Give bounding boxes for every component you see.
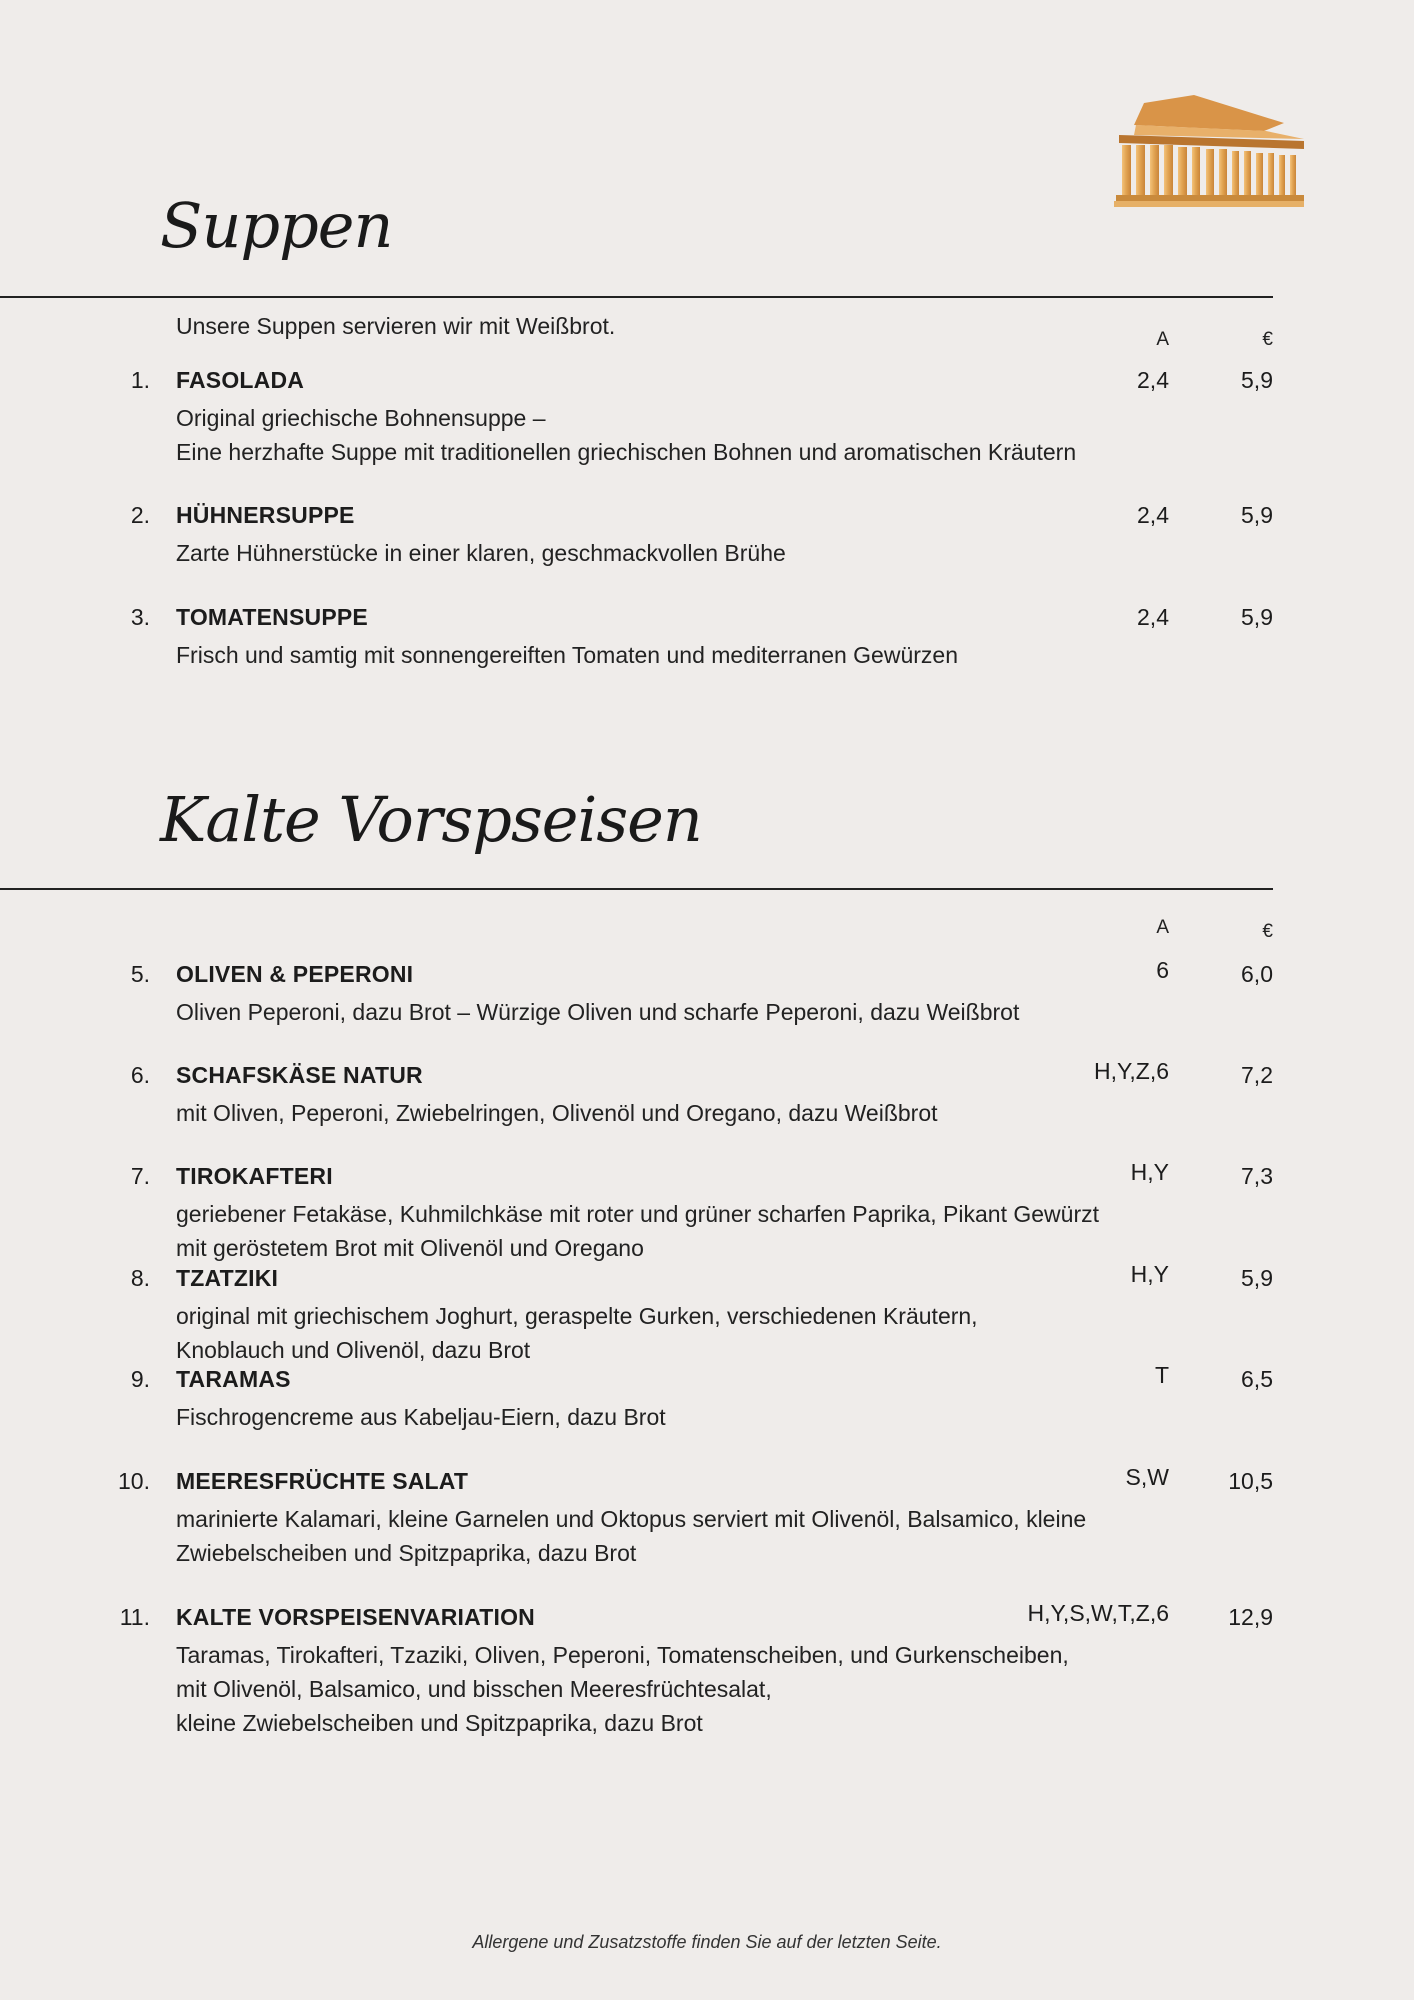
item-number: 7. <box>130 1163 150 1189</box>
item-allergens: H,Y <box>1130 1261 1169 1287</box>
item-price: 7,2 <box>1241 1062 1273 1088</box>
item-name: TARAMAS <box>176 1366 291 1392</box>
item-price: 5,9 <box>1241 1265 1273 1291</box>
item-allergens: 6 <box>1156 957 1169 983</box>
item-allergens: 2,4 <box>1137 604 1169 630</box>
item-price: 6,5 <box>1241 1366 1273 1392</box>
section-title-suppen: Suppen <box>160 189 393 262</box>
item-name: SCHAFSKÄSE NATUR <box>176 1062 423 1088</box>
item-description: Frisch und samtig mit sonnengereiften Tomaten und mediterranen Gewürzen <box>176 642 958 668</box>
item-name: HÜHNERSUPPE <box>176 502 355 528</box>
item-description: Oliven Peperoni, dazu Brot – Würzige Oliven und scharfe Peperoni, dazu Weißbrot <box>176 999 1020 1025</box>
item-description: original mit griechischem Joghurt, geraspelte Gurken, verschiedenen Kräutern, Knoblauch und Olivenöl, dazu Brot <box>176 1303 978 1363</box>
item-description: Taramas, Tirokafteri, Tzaziki, Oliven, Peperoni, Tomatenscheiben, und Gurkenscheiben, mit Olivenöl, Balsamico, und bisschen Meeresfrüchtesalat, kleine Zwiebelscheiben und Spitzpaprika, dazu Brot <box>176 1642 1069 1736</box>
temple-icon <box>1114 95 1304 207</box>
item-name: MEERESFRÜCHTE SALAT <box>176 1468 469 1494</box>
item-number: 11. <box>119 1604 150 1630</box>
item-name: TZATZIKI <box>176 1265 279 1291</box>
allergens-column-header: A <box>1156 917 1169 938</box>
item-price: 5,9 <box>1241 367 1273 393</box>
item-description: Original griechische Bohnensuppe – Eine herzhafte Suppe mit traditionellen griechischen Bohnen und aromatischen Kräutern <box>176 405 1077 465</box>
item-number: 9. <box>130 1366 150 1392</box>
section-title-kalte-vorspeisen: Kalte Vorspseisen <box>160 783 702 856</box>
item-allergens: 2,4 <box>1137 367 1169 393</box>
item-description: Fischrogencreme aus Kabeljau-Eiern, dazu Brot <box>176 1404 666 1430</box>
item-name: KALTE VORSPEISENVARIATION <box>176 1604 535 1630</box>
item-number: 3. <box>130 604 150 630</box>
item-allergens: S,W <box>1125 1464 1169 1490</box>
item-number: 2. <box>130 502 150 528</box>
item-description: marinierte Kalamari, kleine Garnelen und Oktopus serviert mit Olivenöl, Balsamico, kleine Zwiebelscheiben und Spitzpaprika, dazu Brot <box>176 1506 1087 1566</box>
price-column-header: € <box>1262 921 1273 942</box>
item-number: 6. <box>130 1062 150 1088</box>
section-divider <box>0 296 1273 298</box>
item-allergens: H,Y <box>1130 1159 1169 1185</box>
item-price: 10,5 <box>1228 1468 1273 1494</box>
item-description: geriebener Fetakäse, Kuhmilchkäse mit roter und grüner scharfen Paprika, Pikant Gewürzt mit geröstetem Brot mit Olivenöl und Oregano <box>176 1201 1099 1261</box>
allergens-column-header: A <box>1156 329 1169 350</box>
item-allergens: H,Y,Z,6 <box>1094 1058 1169 1084</box>
item-allergens: T <box>1154 1362 1169 1388</box>
item-name: TOMATENSUPPE <box>176 604 368 630</box>
item-number: 8. <box>130 1265 150 1291</box>
item-number: 10. <box>118 1468 150 1494</box>
item-description: Zarte Hühnerstücke in einer klaren, geschmackvollen Brühe <box>176 540 786 566</box>
item-name: OLIVEN & PEPERONI <box>176 961 414 987</box>
item-allergens: 2,4 <box>1137 502 1169 528</box>
section-intro: Unsere Suppen servieren wir mit Weißbrot. <box>176 313 616 339</box>
allergen-footnote: Allergene und Zusatzstoffe finden Sie auf der letzten Seite. <box>472 1932 942 1952</box>
item-name: FASOLADA <box>176 367 305 393</box>
item-description: mit Oliven, Peperoni, Zwiebelringen, Olivenöl und Oregano, dazu Weißbrot <box>176 1100 938 1126</box>
item-name: TIROKAFTERI <box>176 1163 333 1189</box>
item-number: 1. <box>130 367 150 393</box>
item-allergens: H,Y,S,W,T,Z,6 <box>1027 1600 1169 1626</box>
item-price: 7,3 <box>1241 1163 1273 1189</box>
item-price: 5,9 <box>1241 604 1273 630</box>
item-price: 5,9 <box>1241 502 1273 528</box>
item-number: 5. <box>130 961 150 987</box>
price-column-header: € <box>1262 329 1273 350</box>
item-price: 12,9 <box>1228 1604 1273 1630</box>
item-price: 6,0 <box>1241 961 1273 987</box>
section-divider <box>0 888 1273 890</box>
